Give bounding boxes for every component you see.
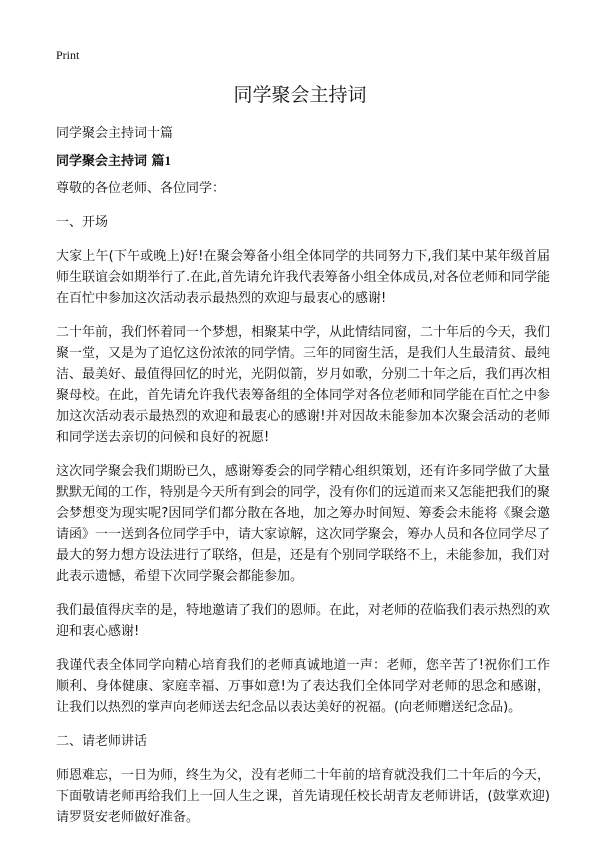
- greeting: 尊敬的各位老师、各位同学：: [56, 181, 226, 196]
- section-heading-opening: 一、开场: [56, 215, 109, 230]
- document-subtitle: 同学聚会主持词十篇: [56, 126, 174, 141]
- section-heading-teacher-speech: 二、请老师讲话: [56, 734, 148, 749]
- chapter-number: 篇1: [151, 153, 172, 168]
- chapter-heading-text: 同学聚会主持词: [56, 154, 148, 169]
- print-link[interactable]: Print: [56, 48, 80, 62]
- page-title: 同学聚会主持词: [233, 84, 367, 106]
- paragraph: 师恩难忘，一日为师，终生为父，没有老师二十年前的培育就没我们二十年后的今天，下面敬请老师再给我们上一回人生之课，首先请现任校长胡青友老师讲话，(鼓掌欢迎)请罗贤安老师做好准备。: [56, 768, 551, 825]
- paragraph: 二十年前，我们怀着同一个梦想，相聚某中学，从此情结同窗，二十年后的今天，我们聚一堂，又是为了追忆这份浓浓的同学情。三年的同窗生活，是我们人生最清贫、最纯洁、最美好、最值得回忆的时光，光阴似箭，岁月如歌，分别二十年之后，我们再次相聚母校。在此，首先请允许我代表筹备组的全体同学对各位老师和同学能在百忙之中参加这次活动表示最热烈的欢迎和最衷心的感谢!并对因故未能参加本次聚会活动的老师和同学送去亲切的问候和良好的祝愿!: [56, 325, 551, 445]
- paragraph: 大家上午(下午或晚上)好!在聚会筹备小组全体同学的共同努力下,我们某中某年级首届师生联谊会如期举行了.在此,首先请允许我代表筹备小组全体成员,对各位老师和同学能在百忙中参加这次活动表示最热烈的欢迎与最衷心的感谢!: [56, 249, 550, 306]
- paragraph: 我们最值得庆幸的是，特地邀请了我们的恩师。在此，对老师的莅临我们表示热烈的欢迎和衷心感谢!: [56, 603, 551, 639]
- chapter-heading: [56, 150, 171, 169]
- paragraph: 这次同学聚会我们期盼已久，感谢筹委会的同学精心组织策划，还有许多同学做了大量默默无闻的工作，特别是今天所有到会的同学，没有你们的远道而来又怎能把我们的聚会梦想变为现实呢?因同学们都分散在各地，加之筹办时间短、筹委会未能将《聚会邀请函》一一送到各位同学手中，请大家谅解，这次同学聚会，筹办人员和各位同学尽了最大的努力想方设法进行了联络，但是，还是有个别同学联络不上，未能参加，我们对此表示遗憾，希望下次同学聚会都能参加。: [56, 464, 551, 584]
- document-body: [56, 178, 550, 841]
- paragraph: 我谨代表全体同学向精心培育我们的老师真诚地道一声：老师，您辛苦了!祝你们工作顺利、身体健康、家庭幸福、万事如意!为了表达我们全体同学对老师的思念和感谢，让我们以热烈的掌声向老师送去纪念品以表达美好的祝福。(向老师赠送纪念品)。: [56, 658, 550, 715]
